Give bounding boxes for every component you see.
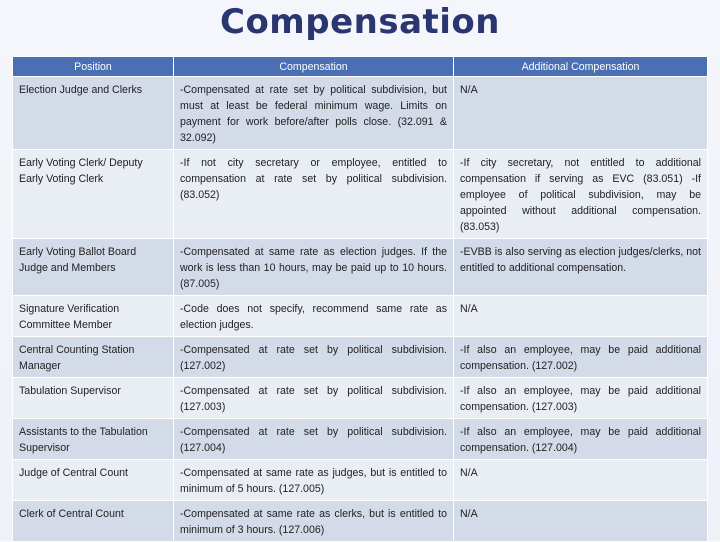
additional-compensation-cell: N/A bbox=[454, 460, 708, 501]
header-additional-compensation: Additional Compensation bbox=[454, 57, 708, 77]
position-cell: Early Voting Ballot Board Judge and Members bbox=[13, 239, 174, 296]
compensation-table bbox=[12, 56, 708, 542]
header-position: Position bbox=[13, 57, 174, 77]
table-row bbox=[13, 150, 708, 239]
compensation-cell: -Compensated at same rate as judges, but is entitled to minimum of 5 hours. (127.005) bbox=[174, 460, 454, 501]
additional-compensation-cell: N/A bbox=[454, 77, 708, 150]
position-cell: Election Judge and Clerks bbox=[13, 77, 174, 150]
table-row bbox=[13, 501, 708, 542]
header-compensation: Compensation bbox=[174, 57, 454, 77]
additional-compensation-cell: -If also an employee, may be paid additional compensation. (127.002) bbox=[454, 337, 708, 378]
table-header-row bbox=[13, 57, 708, 77]
compensation-cell: -Compensated at rate set by political subdivision. (127.004) bbox=[174, 419, 454, 460]
compensation-cell: -Compensated at same rate as election judges. If the work is less than 10 hours, may be paid up to 10 hours. (87.005) bbox=[174, 239, 454, 296]
position-cell: Assistants to the Tabulation Supervisor bbox=[13, 419, 174, 460]
additional-compensation-cell: -If city secretary, not entitled to additional compensation if serving as EVC (83.051) -If employee of political subdivision, may be appointed without additional compensation. (83.053) bbox=[454, 150, 708, 239]
compensation-cell: -If not city secretary or employee, entitled to compensation at rate set by political subdivision. (83.052) bbox=[174, 150, 454, 239]
table-row bbox=[13, 419, 708, 460]
position-cell: Central Counting Station Manager bbox=[13, 337, 174, 378]
additional-compensation-cell: N/A bbox=[454, 296, 708, 337]
position-cell: Early Voting Clerk/ Deputy Early Voting Clerk bbox=[13, 150, 174, 239]
position-cell: Signature Verification Committee Member bbox=[13, 296, 174, 337]
compensation-cell: -Compensated at rate set by political subdivision, but must at least be federal minimum wage. Limits on payment for work before/after polls close. (32.091 & 32.092) bbox=[174, 77, 454, 150]
additional-compensation-cell: N/A bbox=[454, 501, 708, 542]
position-cell: Judge of Central Count bbox=[13, 460, 174, 501]
table-row bbox=[13, 337, 708, 378]
compensation-cell: -Compensated at same rate as clerks, but is entitled to minimum of 3 hours. (127.006) bbox=[174, 501, 454, 542]
position-cell: Tabulation Supervisor bbox=[13, 378, 174, 419]
additional-compensation-cell: -If also an employee, may be paid additional compensation. (127.003) bbox=[454, 378, 708, 419]
table-row bbox=[13, 296, 708, 337]
table-row bbox=[13, 378, 708, 419]
compensation-cell: -Compensated at rate set by political subdivision. (127.003) bbox=[174, 378, 454, 419]
compensation-cell: -Code does not specify, recommend same rate as election judges. bbox=[174, 296, 454, 337]
table-row bbox=[13, 239, 708, 296]
additional-compensation-cell: -If also an employee, may be paid additional compensation. (127.004) bbox=[454, 419, 708, 460]
compensation-cell: -Compensated at rate set by political subdivision. (127.002) bbox=[174, 337, 454, 378]
position-cell: Clerk of Central Count bbox=[13, 501, 174, 542]
table-row bbox=[13, 77, 708, 150]
page-title: Compensation bbox=[220, 2, 500, 42]
additional-compensation-cell: -EVBB is also serving as election judges/clerks, not entitled to additional compensation. bbox=[454, 239, 708, 296]
table-row bbox=[13, 460, 708, 501]
